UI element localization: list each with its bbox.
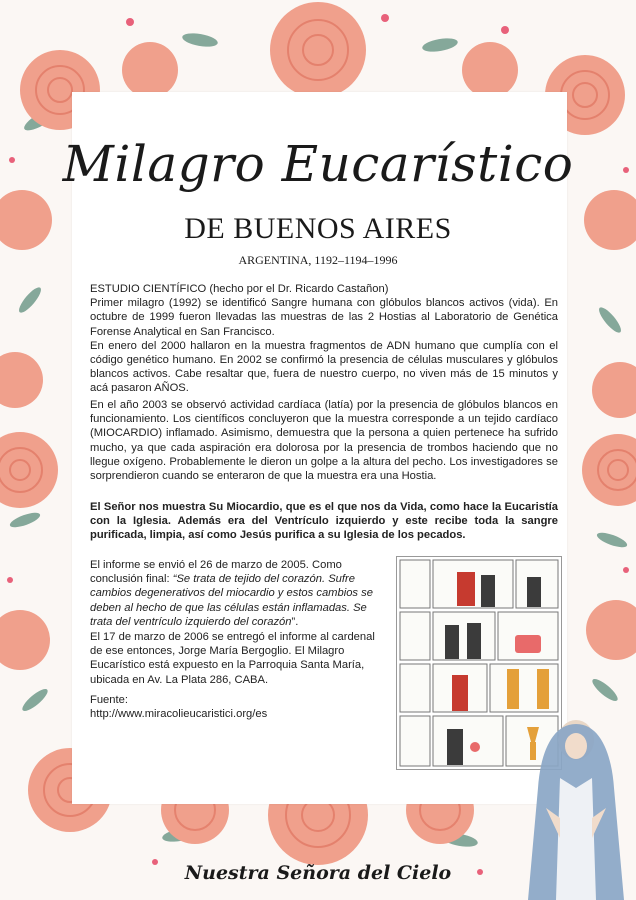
page-subtitle: DE BUENOS AIRES [184, 212, 452, 245]
footer-signature: Nuestra Señora del Cielo [184, 862, 452, 884]
source-block [90, 693, 390, 721]
report-conclusion-paragraph [90, 558, 390, 629]
page-title: Milagro Eucarístico [62, 135, 574, 193]
study-dna-findings: En enero del 2000 hallaron en la muestra fragmentos de ADN humano que cumplía con el código genético humano. En 2002 se confirmó la presencia de células musculares y glóbulos blancos activos. Cabe resaltar que, fuera de nuestro cuerpo, no viven más de 15 minutos y acá pasaron AÑOS. [90, 339, 558, 395]
source-label: Fuente: [90, 694, 128, 706]
spiritual-meaning-paragraph: El Señor nos muestra Su Miocardio, que es el que nos da Vida, como hace la Eucaristía con la Iglesia. Además era del Ventrículo izquierdo y este recibe toda la sangre purificada, limpia, así como Jesús purifica a su Iglesia de los pecados. [90, 501, 558, 542]
cardiac-activity-paragraph: En el año 2003 se observó actividad cardíaca (latía) por la presencia de glóbulos blancos en funcionamiento. Los científicos concluyeron que la muestra corresponde a un tejido cardíaco (MIOCARDIO) inflamado. Asimismo, demuestra que la persona a quien pertenece ha sufrido mucho, ya que cada aspiración era dolorosa por la presencia de trombos haciendo que no llegue oxígeno. Probablemente le dieron un golpe a la altura del pecho. Los investigadores se sorprendieron cuando se enteraron de que la muestra era una Hostia. [90, 399, 558, 483]
bergoglio-paragraph: El 17 de marzo de 2006 se entregó el informe al cardenal de ese entonces, Jorge María Bergoglio. El Milagro Eucarístico está expuesto en la Parroquia Santa María, ubicada en Av. La Plata 286, CABA. [90, 631, 375, 686]
report-quote-end: ”. [291, 615, 299, 628]
location-line: ARGENTINA, 1192–1194–1996 [238, 253, 398, 267]
scientific-study-paragraph [90, 282, 558, 396]
report-intro: El informe se envió el 26 de marzo de 2005. Como conclusión final: [90, 559, 342, 586]
study-first-miracle: Primer milagro (1992) se identificó Sangre humana con glóbulos blancos activos (vida). En octubre de 1999 fueron llevadas las muestras de las 2 Hostias al Laboratorio de Genética Forense Analytical en San Francisco. [90, 297, 558, 338]
source-link[interactable]: http://www.miracolieucaristici.org/es [90, 708, 268, 721]
report-quote: “Se trata de tejido del corazón. Sufre cambios degenerativos del miocardio y estos cambios se deben al hecho de que las células están inflamadas. Se trata del ventrículo izquierdo del corazón [90, 573, 373, 628]
study-heading: ESTUDIO CIENTÍFICO (hecho por el Dr. Ricardo Castañon) [90, 283, 389, 295]
